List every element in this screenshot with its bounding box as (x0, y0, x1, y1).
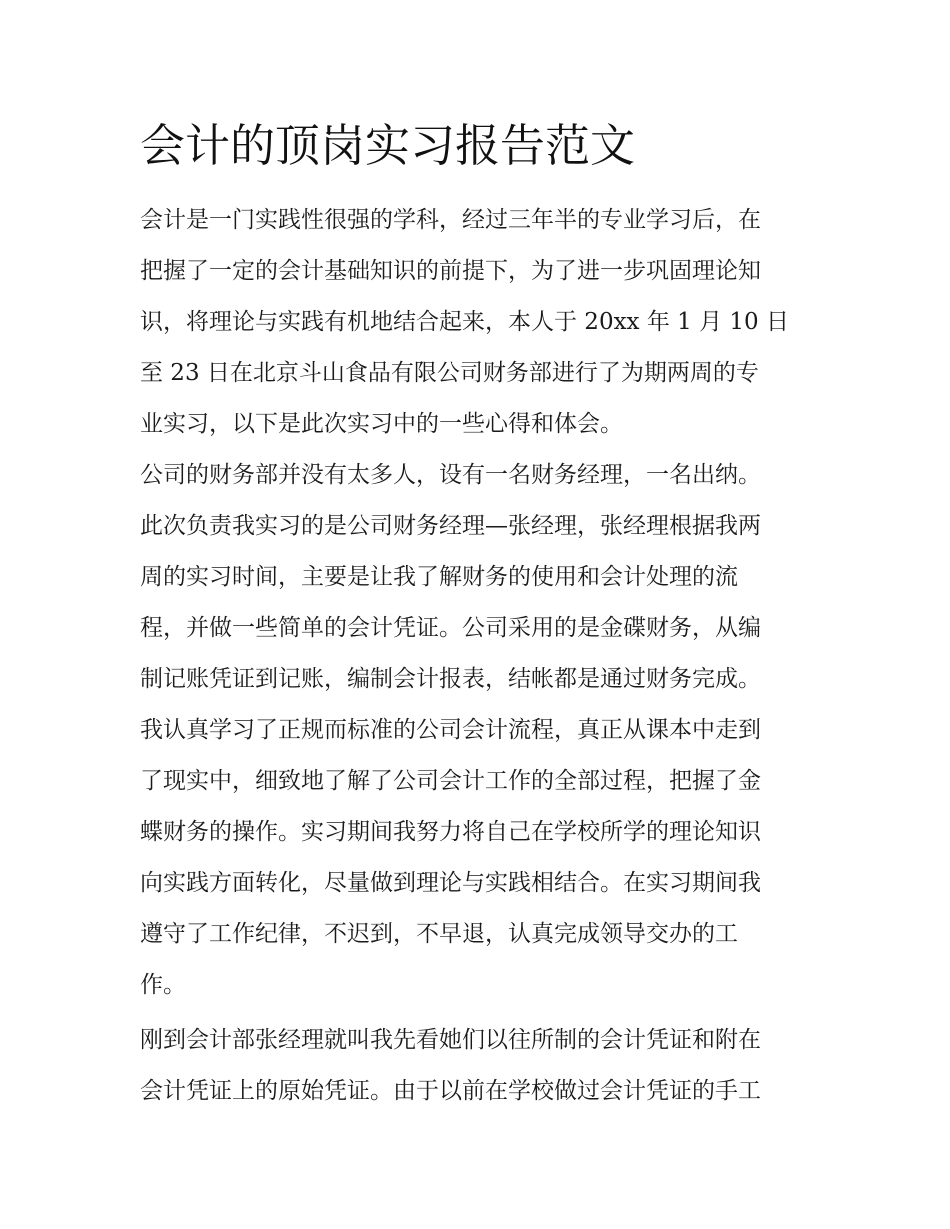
text-line: 会计是一门实践性很强的学科，经过三年半的专业学习后，在 (140, 207, 761, 233)
document-title: 会计的顶岗实习报告范文 (140, 119, 636, 172)
text-line: 把握了一定的会计基础知识的前提下，为了进一步巩固理论知 (140, 258, 761, 284)
text-line: 程，并做一些简单的会计凭证。公司采用的是金碟财务，从编 (140, 615, 761, 641)
text-line: 至 23 日在北京斗山食品有限公司财务部进行了为期两周的专 (140, 360, 759, 386)
document-body (140, 195, 820, 1117)
text-line: 周的实习时间，主要是让我了解财务的使用和会计处理的流 (140, 564, 738, 590)
text-line: 了现实中，细致地了解了公司会计工作的全部过程，把握了金 (140, 768, 761, 794)
text-line: 业实习，以下是此次实习中的一些心得和体会。 (140, 411, 623, 437)
text-line: 作。 (140, 972, 186, 998)
text-line: 我认真学习了正规而标准的公司会计流程，真正从课本中走到 (140, 717, 761, 743)
text-line: 向实践方面转化，尽量做到理论与实践相结合。在实习期间我 (140, 870, 761, 896)
text-line: 此次负责我实习的是公司财务经理—张经理，张经理根据我两 (140, 513, 761, 539)
text-line: 公司的财务部并没有太多人，设有一名财务经理，一名出纳。 (140, 462, 761, 488)
text-line: 遵守了工作纪律，不迟到，不早退，认真完成领导交办的工 (140, 921, 738, 947)
text-line: 蝶财务的操作。实习期间我努力将自己在学校所学的理论知识 (140, 819, 761, 845)
text-line: 会计凭证上的原始凭证。由于以前在学校做过会计凭证的手工 (140, 1078, 761, 1104)
text-line: 制记账凭证到记账，编制会计报表，结帐都是通过财务完成。 (140, 666, 761, 692)
text-line: 刚到会计部张经理就叫我先看她们以往所制的会计凭证和附在 (140, 1027, 761, 1053)
text-line: 识，将理论与实践有机地结合起来，本人于 20xx 年 1 月 10 日 (140, 309, 789, 335)
